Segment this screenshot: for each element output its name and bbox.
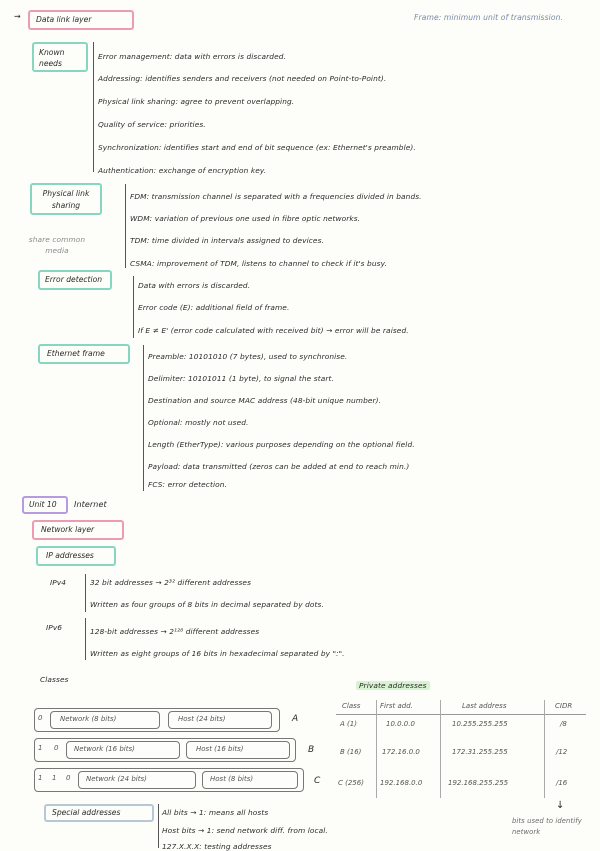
class-network: Network (24 bits) bbox=[86, 775, 147, 783]
class-host: Host (8 bits) bbox=[210, 775, 254, 783]
table-header: Class bbox=[342, 702, 361, 710]
ipv6-line: 128-bit addresses → 2¹²⁸ different addresses bbox=[90, 627, 260, 636]
known-need-item: Synchronization: identifies start and end of bit sequence (ex: Ethernet's preamble). bbox=[98, 143, 416, 152]
special-item: Host bits → 1: send network diff. from local. bbox=[162, 826, 328, 835]
cidr-note: bits used to identify network bbox=[512, 817, 582, 836]
side-note: share common media bbox=[28, 235, 86, 255]
special-item: All bits → 1: means all hosts bbox=[162, 808, 269, 817]
private-addresses-label: Private addresses bbox=[356, 681, 430, 690]
table-cell: 172.31.255.255 bbox=[452, 748, 508, 756]
ipv6-line: Written as eight groups of 16 bits in hexadecimal separated by ":". bbox=[90, 649, 345, 658]
ip-addresses-label: IP addresses bbox=[36, 546, 116, 566]
table-cell: /8 bbox=[560, 720, 567, 728]
table-cell: 10.255.255.255 bbox=[452, 720, 508, 728]
table-header: Last address bbox=[462, 702, 507, 710]
class-host: Host (24 bits) bbox=[178, 715, 226, 723]
physical-link-item: WDM: variation of previous one used in fibre optic networks. bbox=[130, 214, 361, 223]
unit-label: Unit 10 bbox=[22, 496, 68, 514]
ethernet-item: Payload: data transmitted (zeros can be added at end to reach min.) bbox=[148, 462, 410, 471]
special-addresses-label: Special addresses bbox=[44, 804, 154, 822]
class-letter: C bbox=[314, 776, 321, 786]
frame-note: Frame: minimum unit of transmission. bbox=[414, 13, 564, 22]
bracket-line bbox=[93, 42, 94, 172]
table-cell: C (256) bbox=[338, 779, 364, 787]
physical-link-item: FDM: transmission channel is separated with a frequencies divided in bands. bbox=[130, 192, 422, 201]
bracket-line bbox=[85, 574, 86, 612]
unit-title: Internet bbox=[74, 500, 107, 509]
ipv6-label: IPv6 bbox=[46, 623, 63, 632]
known-need-item: Error management: data with errors is discarded. bbox=[98, 52, 286, 61]
table-cell: /16 bbox=[556, 779, 568, 787]
ethernet-item: FCS: error detection. bbox=[148, 480, 227, 489]
table-cell: 192.168.0.0 bbox=[380, 779, 423, 787]
bracket-line bbox=[143, 345, 144, 491]
physical-link-item: CSMA: improvement of TDM, listens to channel to check if it's busy. bbox=[130, 259, 387, 268]
special-item: 127.X.X.X: testing addresses bbox=[162, 842, 272, 851]
known-need-item: Authentication: exchange of encryption key. bbox=[98, 166, 267, 175]
class-network: Network (8 bits) bbox=[60, 715, 117, 723]
table-header: CIDR bbox=[555, 702, 573, 710]
known-need-item: Addressing: identifies senders and receivers (not needed on Point-to-Point). bbox=[98, 74, 387, 83]
error-detection-item: Error code (E): additional field of frame. bbox=[138, 303, 290, 312]
table-cell: /12 bbox=[556, 748, 568, 756]
known-need-item: Quality of service: priorities. bbox=[98, 120, 206, 129]
bracket-line bbox=[158, 804, 159, 848]
classes-label: Classes bbox=[40, 675, 69, 684]
ipv4-line: 32 bit addresses → 2³² different addresses bbox=[90, 578, 252, 587]
ethernet-item: Delimiter: 10101011 (1 byte), to signal the start. bbox=[148, 374, 334, 383]
error-detection-item: If E ≠ E' (error code calculated with received bit) → error will be raised. bbox=[138, 326, 409, 335]
table-divider bbox=[336, 714, 586, 715]
class-host: Host (16 bits) bbox=[196, 745, 244, 753]
network-layer-label: Network layer bbox=[32, 520, 124, 540]
down-arrow-icon: ↓ bbox=[556, 800, 565, 811]
class-bit: 0 bbox=[38, 714, 43, 722]
class-bit: 0 bbox=[66, 774, 71, 782]
ipv4-line: Written as four groups of 8 bits in decimal separated by dots. bbox=[90, 600, 324, 609]
table-cell: 192.168.255.255 bbox=[448, 779, 509, 787]
table-divider bbox=[376, 700, 377, 798]
ipv4-label: IPv4 bbox=[50, 578, 67, 587]
physical-link-item: TDM: time divided in intervals assigned to devices. bbox=[130, 236, 324, 245]
class-bit: 1 bbox=[52, 774, 57, 782]
class-network: Network (16 bits) bbox=[74, 745, 135, 753]
table-divider bbox=[440, 700, 441, 798]
known-needs-label: Known needs bbox=[32, 42, 88, 72]
table-cell: A (1) bbox=[340, 720, 357, 728]
table-header: First add. bbox=[380, 702, 413, 710]
bracket-line bbox=[133, 276, 134, 338]
ethernet-item: Preamble: 10101010 (7 bytes), used to synchronise. bbox=[148, 352, 348, 361]
ethernet-frame-label: Ethernet frame bbox=[38, 344, 130, 364]
class-bit: 1 bbox=[38, 774, 43, 782]
error-detection-label: Error detection bbox=[38, 270, 112, 290]
ethernet-item: Length (EtherType): various purposes depending on the optional field. bbox=[148, 440, 415, 449]
error-detection-item: Data with errors is discarded. bbox=[138, 281, 251, 290]
class-bit: 1 bbox=[38, 744, 43, 752]
table-cell: B (16) bbox=[340, 748, 362, 756]
table-divider bbox=[544, 700, 545, 798]
page-title: Data link layer bbox=[28, 10, 134, 30]
ethernet-item: Optional: mostly not used. bbox=[148, 418, 249, 427]
class-letter: B bbox=[308, 745, 315, 755]
table-cell: 172.16.0.0 bbox=[382, 748, 420, 756]
class-letter: A bbox=[292, 714, 299, 724]
known-need-item: Physical link sharing: agree to prevent overlapping. bbox=[98, 97, 295, 106]
arrow-icon: ⇝ bbox=[14, 12, 21, 21]
table-cell: 10.0.0.0 bbox=[386, 720, 415, 728]
physical-link-label: Physical link sharing bbox=[30, 183, 102, 215]
class-bit: 0 bbox=[54, 744, 59, 752]
bracket-line bbox=[85, 618, 86, 660]
ethernet-item: Destination and source MAC address (48-bit unique number). bbox=[148, 396, 382, 405]
bracket-line bbox=[125, 184, 126, 268]
